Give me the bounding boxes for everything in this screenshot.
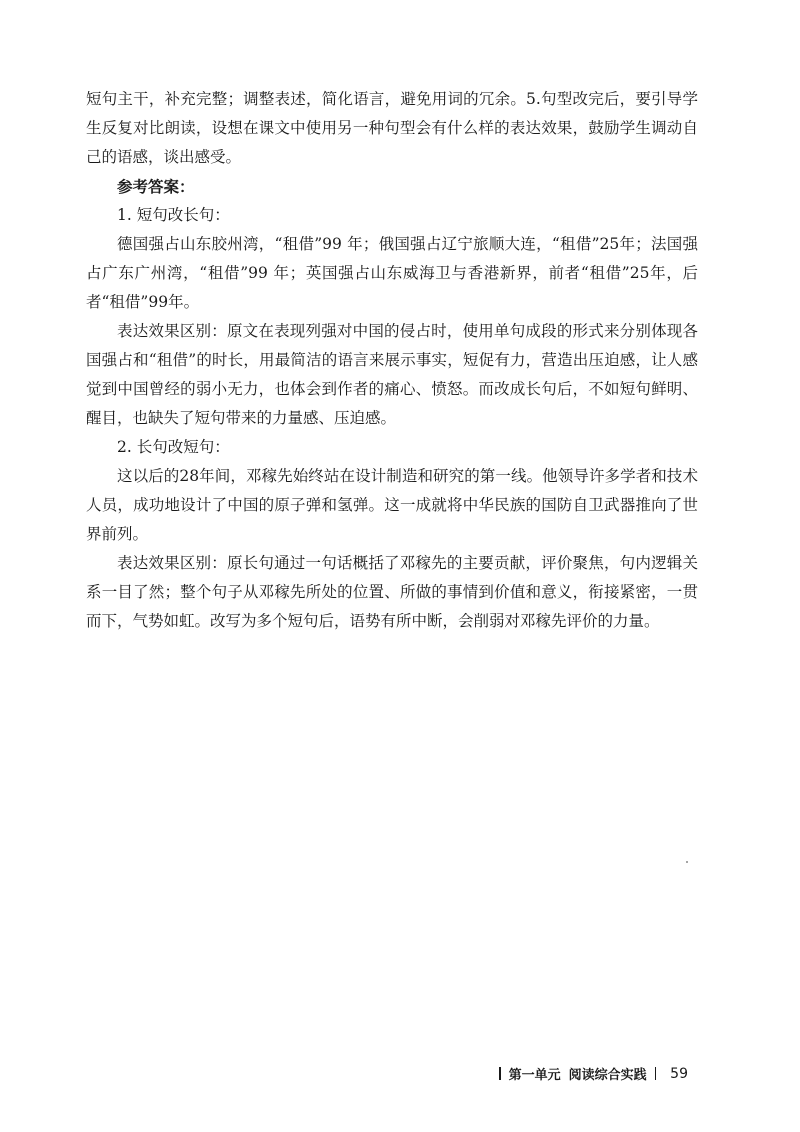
item2-rewritten-text: 这以后的28年间，邓稼先始终站在设计制造和研究的第一线。他领导许多学者和技术人员，成功地设计了中国的原子弹和氢弹。这一成就将中华民族的国防自卫武器推向了世界前列。 xyxy=(86,467,698,543)
footer-divider-left xyxy=(499,1067,501,1080)
page-number: 59 xyxy=(670,1065,688,1082)
page-footer xyxy=(491,1064,688,1083)
item2-effect-paragraph: 表达效果区别：原长句通过一句话概括了邓稼先的主要贡献，评价聚焦，句内逻辑关系一目了然；整个句子从邓稼先所处的位置、所做的事情到价值和意义，衔接紧密，一贯而下，气势如虹。改写为多个短句后，语势有所中断，会削弱对邓稼先评价的力量。 xyxy=(86,554,698,630)
footer-section-title: 阅读综合实践 xyxy=(568,1068,647,1083)
scan-speck xyxy=(686,861,688,863)
footer-unit-label: 第一单元 xyxy=(508,1068,561,1083)
footer-divider-right xyxy=(655,1067,657,1080)
answer-heading: 参考答案： xyxy=(117,177,195,196)
item2-heading: 2. 长句改短句： xyxy=(117,438,230,456)
page-body xyxy=(86,85,698,636)
intro-paragraph: 短句主干，补充完整；调整表述，简化语言，避免用词的冗余。5.句型改完后，要引导学生反复对比朗读，设想在课文中使用另一种句型会有什么样的表达效果，鼓励学生调动自己的语感，谈出感受。 xyxy=(86,90,698,166)
item1-effect-paragraph: 表达效果区别：原文在表现列强对中国的侵占时，使用单句成段的形式来分别体现各国强占和“租借”的时长，用最简洁的语言来展示事实，短促有力，营造出压迫感，让人感觉到中国曾经的弱小无力，也体会到作者的痛心、愤怒。而改成长句后，不如短句鲜明、醒目，也缺失了短句带来的力量感、压迫感。 xyxy=(86,322,698,427)
item1-heading: 1. 短句改长句： xyxy=(117,206,230,224)
item1-rewritten-text: 德国强占山东胶州湾，“租借”99 年；俄国强占辽宁旅顺大连，“租借”25年；法国强占广东广州湾，“租借”99 年；英国强占山东威海卫与香港新界，前者“租借”25年，后者“租借”99年。 xyxy=(86,235,698,311)
